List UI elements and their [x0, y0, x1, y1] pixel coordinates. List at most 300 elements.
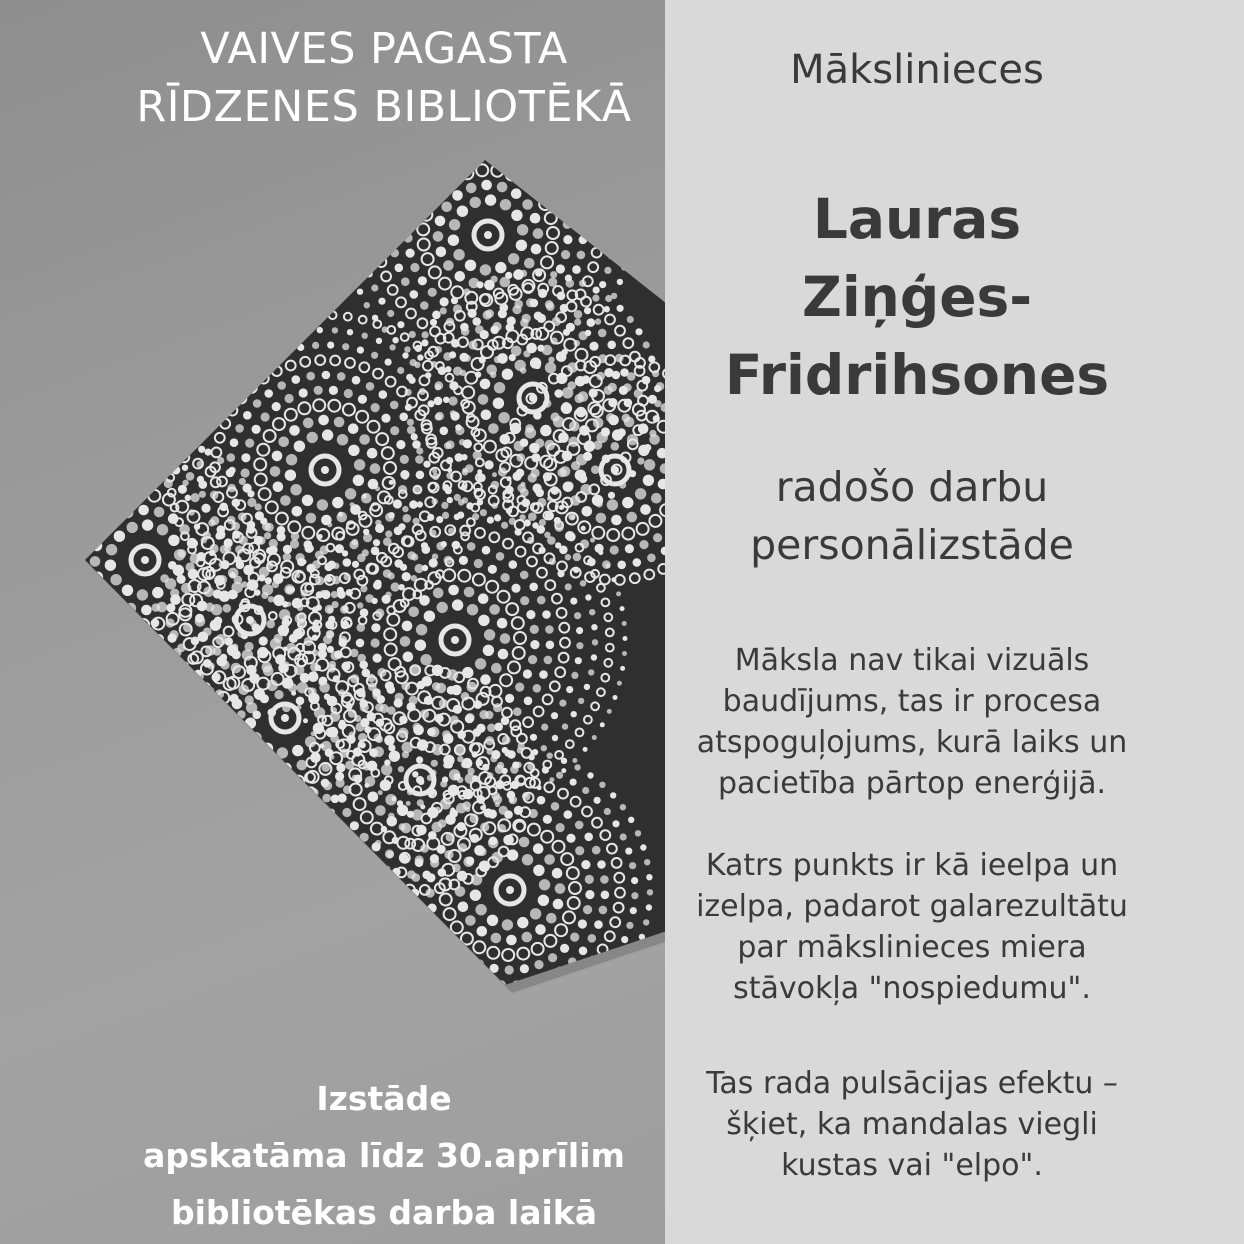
mandala-ring-dot: [181, 400, 189, 408]
mandala-dot: [356, 722, 365, 731]
mandala-dot: [584, 441, 595, 452]
mandala-dot: [371, 352, 378, 359]
mandala-dot: [391, 582, 400, 591]
mandala-dot: [440, 780, 447, 787]
mandala-dot: [482, 546, 491, 555]
mandala-dot: [492, 472, 497, 477]
mandala-dot: [422, 331, 429, 338]
mandala-dot: [376, 338, 382, 344]
mandala-dot: [23, 595, 30, 602]
mandala-dot: [442, 956, 451, 965]
mandala-dot: [262, 584, 273, 595]
mandala-dot: [502, 369, 513, 380]
mandala-dot: [492, 151, 501, 160]
mandala-dot: [352, 846, 361, 855]
mandala-dot: [527, 1025, 533, 1031]
mandala-dot: [365, 196, 372, 203]
mandala-dot: [362, 333, 368, 339]
mandala-dot: [27, 507, 34, 514]
mandala-dot: [338, 512, 343, 517]
mandala-dot: [245, 439, 254, 448]
mandala-dot: [450, 943, 459, 952]
mandala-dot: [548, 278, 557, 287]
mandala-dot: [394, 698, 403, 707]
mandala-dot: [224, 538, 233, 547]
mandala-dot: [602, 560, 611, 569]
mandala-dot: [440, 931, 449, 940]
mandala-dot: [570, 933, 579, 942]
mandala-dot: [482, 978, 491, 987]
mandala-dot: [555, 523, 564, 532]
mandala-ring-dot: [137, 619, 149, 631]
mandala-dot: [412, 771, 418, 777]
mandala-dot: [505, 965, 514, 974]
mandala-dot: [580, 484, 591, 495]
mandala-ring-dot: [160, 663, 170, 673]
mandala-ring-dot: [75, 564, 87, 576]
mandala-dot: [290, 484, 301, 495]
mandala-ring-dot: [215, 722, 227, 734]
mandala-dot: [443, 733, 454, 744]
mandala-dot: [520, 438, 529, 447]
mandala-dot: [613, 695, 618, 700]
mandala-dot: [617, 279, 623, 285]
mandala-dot: [620, 804, 626, 810]
mandala-dot: [392, 337, 398, 343]
mandala-dot: [643, 919, 649, 925]
mandala-dot: [612, 429, 623, 440]
description-line: par mākslinieces miera: [737, 930, 1087, 965]
mandala-dot: [416, 776, 424, 784]
mandala-dot: [592, 735, 597, 740]
mandala-dot: [402, 506, 408, 512]
mandala-dot: [432, 469, 437, 474]
mandala-dot: [617, 973, 623, 979]
mandala-dot: [347, 735, 356, 744]
mandala-dot: [646, 874, 652, 880]
mandala-ring-dot: [106, 451, 116, 461]
mandala-dot: [67, 615, 76, 624]
mandala-dot: [123, 508, 134, 519]
mandala-dot: [303, 418, 314, 429]
mandala-dot: [443, 260, 454, 271]
mandala-dot: [545, 362, 556, 373]
mandala-dot: [185, 495, 191, 501]
mandala-dot: [262, 522, 271, 531]
mandala-dot: [375, 486, 380, 491]
mandala-dot: [65, 529, 74, 538]
mandala-dot: [520, 964, 529, 973]
mandala-ring-dot: [262, 775, 274, 787]
mandala-dot: [278, 437, 289, 448]
mandala-dot: [542, 345, 553, 356]
mandala-dot: [168, 634, 177, 643]
mandala-ring-dot: [171, 428, 179, 436]
mandala-dot: [398, 728, 409, 739]
mandala-dot: [257, 647, 268, 658]
mandala-dot: [656, 382, 665, 391]
mandala-dot: [621, 264, 627, 270]
mandala-dot: [349, 199, 355, 205]
mandala-dot: [110, 574, 121, 585]
mandala-dot: [338, 721, 347, 730]
mandala-dot: [189, 539, 198, 548]
mandala-dot: [225, 771, 234, 780]
mandala-dot: [97, 471, 106, 480]
mandala-dot: [75, 601, 84, 610]
mandala-dot: [340, 749, 349, 758]
mandala-dot: [362, 256, 369, 263]
mandala-dot: [444, 850, 453, 859]
mandala-dot: [163, 648, 172, 657]
mandala-dot: [266, 620, 275, 629]
mandala-dot: [198, 632, 209, 643]
mandala-dot: [501, 522, 508, 529]
mandala-dot: [88, 443, 95, 450]
mandala-dot: [571, 711, 577, 717]
mandala-ring-dot: [549, 142, 559, 152]
mandala-dot: [262, 743, 273, 754]
mandala-dot: [579, 236, 588, 245]
mandala-dot: [618, 189, 624, 195]
mandala-dot: [384, 735, 395, 746]
mandala-ring-dot: [34, 582, 44, 592]
mandala-dot: [402, 572, 411, 581]
mandala-dot: [414, 362, 420, 368]
mandala-ring-dot: [578, 175, 588, 185]
mandala-dot: [537, 314, 546, 323]
mandala-dot: [635, 328, 642, 335]
mandala-dot: [480, 330, 489, 339]
mandala-dot: [466, 183, 477, 194]
mandala-dot: [387, 816, 398, 827]
mandala-dot: [511, 584, 520, 593]
mandala-dot: [627, 372, 636, 381]
mandala-dot: [475, 658, 486, 669]
mandala-dot: [524, 258, 535, 269]
mandala-dot: [578, 220, 587, 229]
mandala-dot: [566, 686, 573, 693]
mandala-dot: [500, 303, 509, 312]
mandala-dot: [535, 439, 544, 448]
mandala-dot: [625, 848, 632, 855]
mandala-dot: [587, 318, 596, 327]
mandala-dot: [582, 787, 589, 794]
mandala-dot: [412, 904, 421, 913]
mandala-dot: [453, 249, 464, 260]
mandala-dot: [623, 636, 628, 641]
mandala-dot: [286, 643, 297, 654]
mandala-dot: [72, 515, 81, 524]
mandala-dot: [202, 431, 209, 438]
mandala-dot: [565, 275, 572, 282]
mandala-dot: [485, 309, 494, 318]
mandala-ring-dot: [77, 534, 89, 546]
mandala-dot: [446, 457, 453, 464]
mandala-dot: [351, 274, 357, 280]
mandala-ring-dot: [67, 473, 77, 483]
mandala-dot: [272, 336, 278, 342]
notice-line-3: bibliotēkas darba laikā: [170, 1193, 597, 1232]
mandala-dot: [388, 925, 395, 932]
mandala-dot: [465, 915, 476, 926]
mandala-dot: [493, 398, 504, 409]
exhibition-type-line-1: radošo darbu: [775, 463, 1049, 511]
mandala-dot: [579, 425, 590, 436]
mandala-dot: [528, 512, 537, 521]
mandala-dot: [228, 568, 239, 579]
mandala-dot: [580, 539, 589, 548]
mandala-dot: [367, 761, 378, 772]
description-line: kustas vai "elpo".: [781, 1148, 1043, 1183]
mandala-dot: [417, 739, 428, 750]
mandala-dot: [417, 799, 424, 806]
mandala-dot: [407, 870, 416, 879]
mandala-ring-dot: [93, 508, 105, 520]
mandala-dot: [434, 397, 443, 406]
mandala-dot: [138, 505, 149, 516]
mandala-dot: [357, 602, 363, 608]
mandala-dot: [245, 718, 256, 729]
mandala-dot: [414, 992, 420, 998]
mandala-dot: [579, 280, 586, 287]
mandala-ring-dot: [320, 830, 330, 840]
mandala-dot: [152, 634, 161, 643]
mandala-dot: [517, 224, 528, 235]
mandala-dot: [560, 466, 571, 477]
mandala-dot: [401, 682, 410, 691]
mandala-dot: [546, 913, 557, 924]
mandala-dot: [530, 299, 539, 308]
mandala-dot: [509, 560, 518, 569]
mandala-dot: [651, 493, 662, 504]
mandala-dot: [488, 809, 497, 818]
mandala-dot: [440, 307, 447, 314]
mandala-dot: [147, 432, 154, 439]
mandala-dot: [277, 526, 286, 535]
mandala-dot: [404, 233, 413, 242]
mandala-dot: [257, 806, 266, 815]
mandala-dot: [217, 784, 226, 793]
mandala-dot: [568, 437, 579, 448]
mandala-dot: [438, 868, 447, 877]
mandala-ring-dot: [248, 769, 260, 781]
mandala-dot: [201, 504, 210, 513]
mandala-dot: [495, 780, 504, 789]
mandala-dot: [452, 599, 463, 610]
mandala-ring-dot: [531, 186, 543, 198]
mandala-dot: [78, 664, 85, 671]
mandala-dot: [265, 792, 274, 801]
mandala-dot: [502, 919, 513, 930]
mandala-dot: [592, 639, 598, 645]
mandala-dot: [177, 575, 186, 584]
mandala-dot: [105, 484, 114, 493]
mandala-dot: [295, 792, 304, 801]
mandala-dot: [186, 562, 195, 571]
mandala-dot: [422, 545, 431, 554]
mandala-ring-dot: [448, 174, 460, 186]
mandala-dot: [560, 304, 569, 313]
mandala-dot: [640, 844, 646, 850]
mandala-dot: [318, 649, 327, 658]
mandala-ring-dot: [92, 456, 102, 466]
mandala-dot: [273, 573, 284, 584]
mandala-dot: [315, 576, 324, 585]
mandala-dot: [435, 216, 446, 227]
mandala-dot: [370, 463, 381, 474]
artist-name-line-3: Fridrihsones: [724, 343, 1110, 407]
mandala-dot: [47, 574, 56, 583]
mandala-dot: [373, 929, 379, 935]
mandala-dot: [155, 588, 164, 597]
mandala-dot: [462, 153, 471, 162]
mandala-dot: [390, 401, 399, 410]
mandala-dot: [453, 1016, 459, 1022]
mandala-dot: [182, 465, 188, 471]
mandala-ring-dot: [292, 776, 304, 788]
mandala-dot: [400, 455, 409, 464]
mandala-dot: [516, 1011, 523, 1018]
mandala-dot: [370, 182, 377, 189]
mandala-dot: [157, 649, 166, 658]
mandala-dot: [492, 503, 498, 509]
mandala-dot: [447, 686, 456, 695]
mandala-ring-dot: [506, 169, 518, 181]
mandala-dot: [423, 932, 432, 941]
mandala-dot: [241, 453, 250, 462]
mandala-dot: [561, 758, 567, 764]
mandala-dot: [467, 1021, 473, 1027]
mandala-dot: [481, 410, 492, 421]
mandala-dot: [605, 295, 612, 302]
mandala-ring-dot: [374, 242, 384, 252]
mandala-dot: [195, 616, 206, 627]
mandala-dot: [315, 551, 324, 560]
mandala-dot: [289, 425, 300, 436]
mandala-dot: [610, 792, 616, 798]
mandala-dot: [601, 891, 610, 900]
mandala-dot: [455, 271, 466, 282]
mandala-dot: [451, 297, 458, 304]
mandala-dot: [554, 389, 563, 398]
mandala-ring-dot: [427, 195, 439, 207]
mandala-dot: [544, 854, 555, 865]
mandala-dot: [472, 513, 479, 520]
mandala-dot: [352, 561, 359, 568]
mandala-dot: [383, 569, 392, 578]
mandala-dot: [501, 1011, 508, 1018]
mandala-ring-dot: [461, 167, 473, 179]
mandala-ring-dot: [84, 520, 96, 532]
mandala-dot: [357, 289, 363, 295]
mandala-dot: [73, 489, 82, 498]
mandala-dot: [470, 197, 481, 208]
mandala-dot: [576, 454, 587, 465]
mandala-dot: [454, 744, 465, 755]
mandala-dot: [635, 488, 646, 499]
mandala-dot: [599, 906, 608, 915]
mandala-dot: [346, 214, 352, 220]
mandala-dot: [375, 805, 386, 816]
mandala-ring-dot: [400, 159, 410, 169]
mandala-dot: [191, 493, 200, 502]
mandala-dot: [446, 472, 453, 479]
mandala-dot: [117, 434, 124, 441]
mandala-dot: [622, 621, 627, 626]
mandala-dot: [46, 559, 55, 568]
mandala-dot: [141, 556, 149, 564]
mandala-dot: [533, 228, 544, 239]
mandala-dot: [466, 713, 475, 722]
mandala-ring-dot: [298, 313, 306, 321]
mandala-ring-dot: [63, 634, 73, 644]
mandala-dot: [578, 919, 587, 928]
mandala-dot: [620, 833, 627, 840]
mandala-dot: [367, 448, 378, 459]
mandala-dot: [608, 415, 619, 426]
mandala-dot: [404, 981, 410, 987]
mandala-dot: [545, 1005, 552, 1012]
mandala-ring-dot: [269, 320, 277, 328]
mandala-ring-dot: [214, 706, 226, 718]
mandala-dot: [451, 636, 459, 644]
mandala-dot: [575, 470, 586, 481]
mandala-dot: [409, 965, 416, 972]
mandala-dot: [448, 785, 459, 796]
mandala-dot: [202, 682, 211, 691]
mandala-dot: [615, 354, 624, 363]
mandala-dot: [444, 442, 451, 449]
mandala-dot: [638, 423, 649, 434]
mandala-dot: [382, 595, 391, 604]
mandala-dot: [626, 961, 632, 967]
mandala-dot: [635, 830, 641, 836]
mandala-dot: [449, 769, 460, 780]
mandala-dot: [401, 277, 410, 286]
mandala-dot: [547, 753, 553, 759]
mandala-dot: [328, 664, 337, 673]
mandala-dot: [92, 541, 103, 552]
mandala-dot: [622, 651, 627, 656]
mandala-dot: [625, 234, 631, 240]
mandala-dot: [327, 342, 334, 349]
mandala-dot: [344, 573, 351, 580]
mandala-ring-dot: [338, 854, 348, 864]
mandala-dot: [422, 871, 431, 880]
mandala-dot: [515, 141, 524, 150]
mandala-dot: [232, 530, 241, 539]
mandala-dot: [494, 723, 503, 732]
mandala-dot: [247, 521, 256, 530]
mandala-dot: [84, 479, 93, 488]
mandala-ring-dot: [436, 183, 448, 195]
mandala-dot: [375, 145, 381, 151]
mandala-dot: [542, 425, 551, 434]
mandala-dot: [397, 805, 408, 816]
mandala-ring-dot: [79, 578, 91, 590]
mandala-dot: [332, 576, 341, 585]
mandala-dot: [531, 244, 542, 255]
mandala-dot: [427, 400, 434, 407]
mandala-dot: [530, 213, 541, 224]
mandala-dot: [579, 331, 588, 340]
mandala-ring-dot: [32, 538, 42, 548]
mandala-dot: [179, 524, 190, 535]
notice-line-1: Izstāde: [316, 1079, 452, 1118]
mandala-dot: [436, 247, 447, 258]
mandala-dot: [515, 360, 526, 371]
